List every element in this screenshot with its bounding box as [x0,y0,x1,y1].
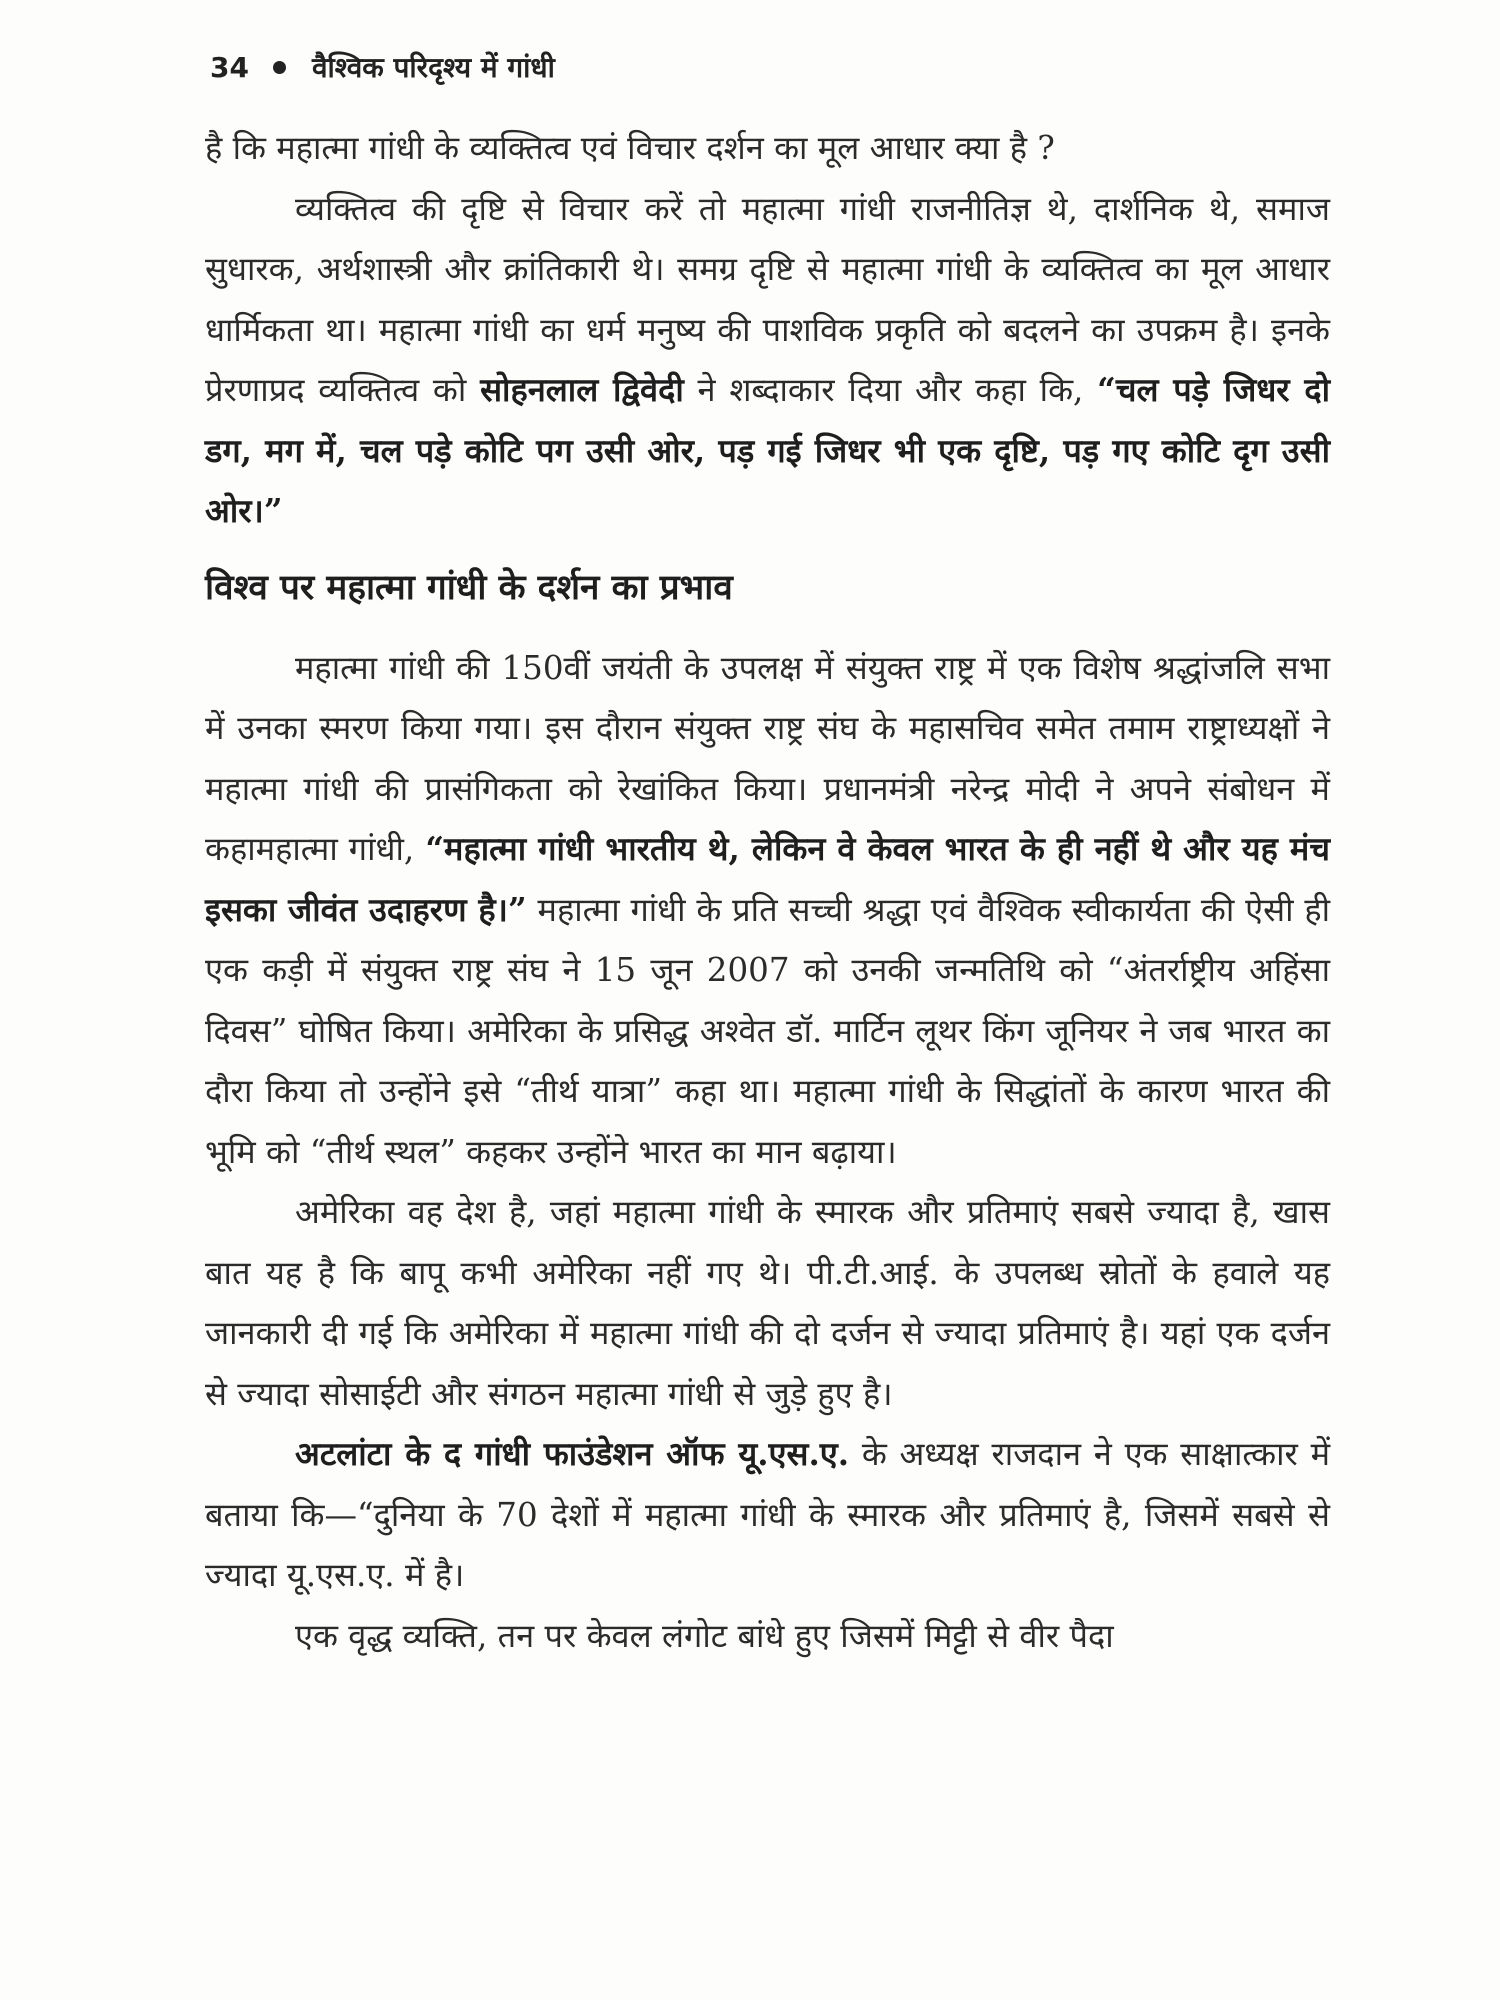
page-number: 34 [210,50,249,84]
paragraph-text: ने शब्दाकार दिया और कहा कि, [683,371,1098,409]
modi-quote: “महात्मा गांधी भारतीय थे, लेकिन वे केवल भारत के ही नहीं थे और यह मंच इसका जीवंत उदाहरण है।” [205,829,1330,929]
body-text [205,118,1330,1666]
paragraph-america: अमेरिका वह देश है, जहां महात्मा गांधी के स्मारक और प्रतिमाएं सबसे ज्यादा है, खास बात यह है कि बापू कभी अमेरिका नहीं गए थे। पी.टी.आई. के उपलब्ध स्रोतों के हवाले यह जानकारी दी गई कि अमेरिका में महात्मा गांधी की दो दर्जन से ज्यादा प्रतिमाएं है। यहां एक दर्जन से ज्यादा सोसाईटी और संगठन महात्मा गांधी से जुड़े हुए है। [205,1193,1330,1413]
paragraph-text: महात्मा गांधी की 150वीं जयंती के उपलक्ष में संयुक्त राष्ट्र में एक विशेष श्रद्धांजलि सभा में उनका स्मरण किया गया। इस दौरान संयुक्त राष्ट्र संघ के महासचिव समेत तमाम राष्ट्राध्यक्षों ने महात्मा गांधी की प्रासंगिकता को रेखांकित किया। प्रधानमंत्री नरेन्द्र मोदी ने अपने संबोधन में कहामहात्मा गांधी, [205,648,1330,868]
running-header [210,42,1330,92]
paragraph-text: महात्मा गांधी के प्रति सच्ची श्रद्धा एवं वैश्विक स्वीकार्यता की ऐसी ही एक कड़ी में संयुक्त राष्ट्र संघ ने 15 जून 2007 को उनकी जन्मतिथि को “अंतर्राष्ट्रीय अहिंसा दिवस” घोषित किया। अमेरिका के प्रसिद्ध अश्वेत डॉ. मार्टिन लूथर किंग जूनियर ने जब भारत का दौरा किया तो उन्होंने इसे “तीर्थ यात्रा” कहा था। महात्मा गांधी के सिद्धांतों के कारण भारत की भूमि को “तीर्थ स्थल” कहकर उन्होंने भारत का मान बढ़ाया। [205,890,1331,1171]
bullet-icon [273,61,286,74]
section-heading: विश्व पर महात्मा गांधी के दर्शन का प्रभाव [205,567,733,608]
running-title: वैश्विक परिदृश्य में गांधी [311,51,555,84]
foundation-name: अटलांटा के द गांधी फाउंडेशन ऑफ यू.एस.ए. [295,1434,850,1473]
paragraph-foundation [205,1424,1330,1606]
paragraph-continued: है कि महात्मा गांधी के व्यक्तित्व एवं विचार दर्शन का मूल आधार क्या है ? [205,129,1055,167]
paragraph-personality [205,179,1330,542]
paragraph-text: व्यक्तित्व की दृष्टि से विचार करें तो महात्मा गांधी राजनीतिज्ञ थे, दार्शनिक थे, समाज सुधारक, अर्थशास्त्री और क्रांतिकारी थे। समग्र दृष्टि से महात्मा गांधी के व्यक्तित्व का मूल आधार धार्मिकता था। महात्मा गांधी का धर्म मनुष्य की पाशविक प्रकृति को बदलने का उपक्रम है। इनके प्रेरणाप्रद व्यक्तित्व को [205,189,1330,409]
paragraph-150th-anniversary [205,638,1330,1183]
poet-name: सोहनलाल द्विवेदी [480,370,684,409]
paragraph-old-man: एक वृद्ध व्यक्ति, तन पर केवल लंगोट बांधे हुए जिसमें मिट्टी से वीर पैदा [295,1616,1114,1655]
paragraph-text: के अध्यक्ष राजदान ने एक साक्षात्कार में बताया कि—“दुनिया के 70 देशों में महात्मा गांधी के स्मारक और प्रतिमाएं है, जिसमें सबसे से ज्यादा यू.एस.ए. में है। [205,1435,1330,1594]
poem-quote: “चल पड़े जिधर दो डग, मग में, चल पड़े कोटि पग उसी ओर, पड़ गई जिधर भी एक दृष्टि, पड़ गए कोटि दृग उसी ओर।” [205,370,1330,530]
